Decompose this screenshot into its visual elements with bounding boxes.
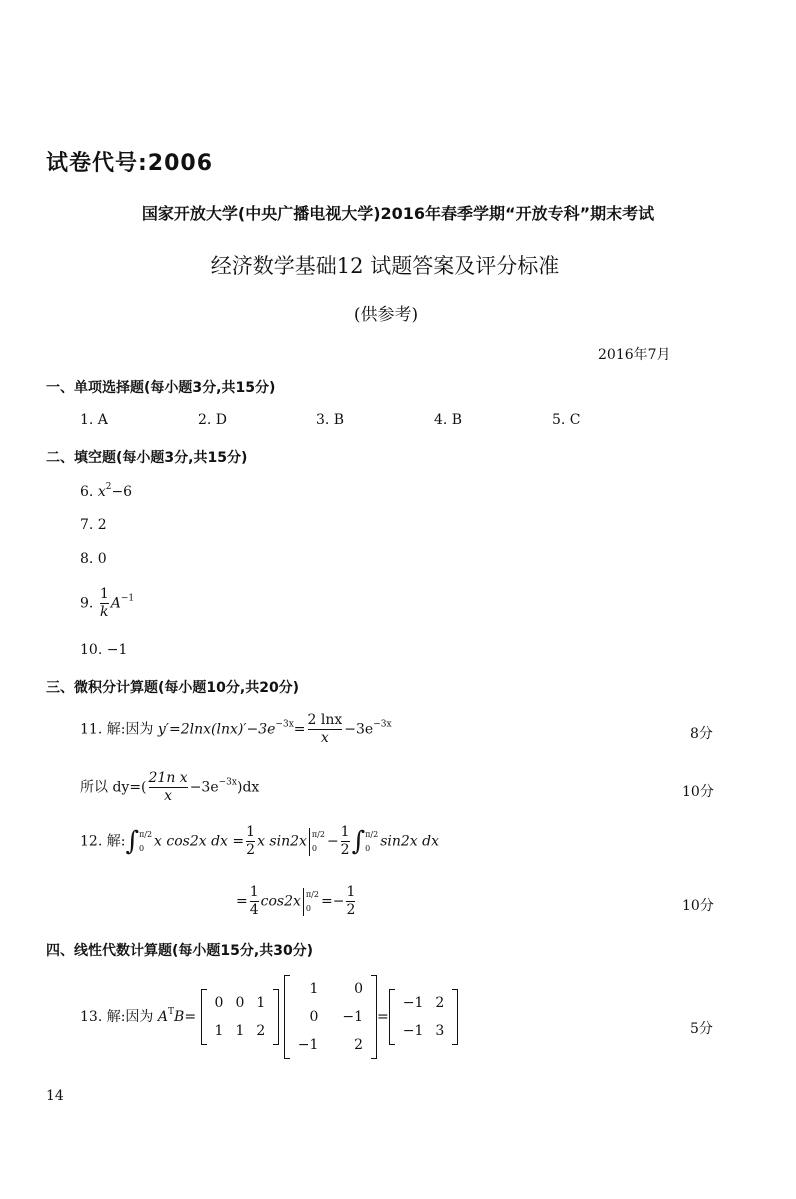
matrix-cell: −1	[402, 995, 424, 1011]
score-mark: 5分	[690, 1021, 713, 1037]
answer-prefix: 11. 解:因为	[80, 721, 154, 738]
q12-line1	[80, 824, 439, 859]
math-text: cos2x	[260, 893, 301, 910]
q11-line1	[80, 712, 392, 747]
numerator: 1	[246, 824, 256, 840]
equals: =	[232, 833, 245, 850]
matrix-result	[389, 989, 459, 1045]
equals: =	[293, 721, 306, 738]
evaluation-bar	[303, 888, 304, 916]
matrix-cell: 0	[214, 995, 224, 1011]
choice-answer: 5. C	[552, 412, 581, 428]
section-heading-fill: 二、填空题(每小题3分,共15分)	[46, 450, 248, 466]
fraction	[308, 712, 343, 747]
q13-line1	[80, 975, 458, 1059]
upper-limit: π/2	[305, 889, 319, 899]
matrix-cell: 1	[235, 1023, 245, 1039]
denominator: k	[100, 604, 109, 620]
page-number: 14	[46, 1088, 64, 1104]
q11-line2	[80, 770, 259, 805]
denominator: 4	[249, 902, 259, 918]
denominator: 2	[340, 842, 350, 858]
matrix-cell: 0	[235, 995, 245, 1011]
answer-number: 9.	[80, 595, 94, 612]
matrix-cell: −1	[297, 1037, 319, 1053]
section-heading-linear-algebra: 四、线性代数计算题(每小题15分,共30分)	[46, 943, 314, 959]
matrix-cell: 2	[256, 1023, 266, 1039]
numerator: 1	[249, 884, 259, 900]
evaluation-limits	[306, 888, 319, 916]
matrix-cell: 1	[309, 981, 319, 997]
score-mark: 8分	[690, 726, 713, 742]
math-text: 所以 dy=(	[80, 779, 147, 796]
matrix-cell: −1	[402, 1023, 424, 1039]
matrix-cell: 1	[214, 1023, 224, 1039]
score-mark: 10分	[682, 898, 714, 914]
integrand: x cos2x dx	[154, 833, 228, 850]
minus: −	[326, 833, 339, 850]
fill-answer-7: 7. 2	[80, 517, 107, 533]
exponent: 2	[105, 482, 112, 492]
reference-note: (供参考)	[353, 305, 419, 325]
q12-line2	[236, 884, 357, 919]
matrix-cell: 0	[354, 981, 364, 997]
superscript: T	[168, 1007, 175, 1017]
equals: =	[236, 893, 248, 910]
integral-sign: ∫	[351, 826, 366, 857]
denominator: 2	[346, 902, 356, 918]
exam-title: 国家开放大学(中央广播电视大学)2016年春季学期“开放专科”期末考试	[141, 204, 655, 223]
exam-date: 2016年7月	[598, 347, 671, 363]
evaluation-bar	[309, 828, 310, 856]
matrix-cell: 2	[354, 1037, 364, 1053]
fraction	[341, 824, 350, 859]
integrand: sin2x dx	[380, 833, 439, 850]
integral-sign: ∫	[125, 826, 139, 857]
lower-limit: 0	[365, 843, 371, 853]
upper-limit: π/2	[365, 829, 379, 839]
matrix-cell: 1	[256, 995, 266, 1011]
fraction	[149, 770, 188, 805]
equals: =	[377, 1009, 389, 1025]
upper-limit: π/2	[311, 829, 325, 839]
fraction	[250, 884, 259, 919]
fill-answer-10: 10. −1	[80, 642, 128, 658]
exponent: −3x	[218, 777, 237, 788]
upper-limit: π/2	[138, 829, 153, 839]
numerator: 2 lnx	[307, 712, 343, 728]
exponent: −3x	[373, 719, 392, 730]
matrix-cell: 0	[309, 1009, 319, 1025]
section-heading-calculus: 三、微积分计算题(每小题10分,共20分)	[46, 680, 300, 696]
math-text: −3e	[189, 779, 219, 796]
matrix-cell: 3	[435, 1023, 445, 1039]
math-text: x sin2x	[257, 833, 307, 850]
numerator: 1	[340, 824, 350, 840]
choice-answer: 2. D	[198, 412, 228, 428]
section-heading-choice: 一、单项选择题(每小题3分,共15分)	[46, 380, 276, 396]
subject-title: 经济数学基础12 试题答案及评分标准	[210, 254, 560, 278]
numerator: 1	[346, 884, 356, 900]
numerator: 21n x	[148, 770, 188, 786]
math-var: A	[157, 1009, 169, 1025]
fraction	[100, 586, 109, 621]
choice-answer: 1. A	[80, 412, 108, 428]
evaluation-limits	[312, 828, 325, 856]
lower-limit: 0	[138, 843, 145, 853]
math-text: −6	[111, 484, 133, 500]
integral-limits	[139, 828, 152, 856]
math-text: −3e	[344, 721, 374, 738]
answer-number: 6.	[80, 484, 94, 500]
denominator: x	[308, 729, 343, 747]
fill-answer-6	[80, 482, 132, 500]
exponent: −3x	[275, 719, 294, 730]
matrix-a	[201, 989, 280, 1045]
answer-prefix: 13. 解:因为	[80, 1009, 154, 1025]
denominator: x	[149, 787, 188, 805]
score-mark: 10分	[682, 784, 714, 800]
math-text: )dx	[236, 779, 260, 796]
paper-code: 试卷代号:2006	[46, 151, 214, 176]
answer-prefix: 12. 解:	[80, 833, 126, 850]
numerator: 1	[99, 586, 109, 602]
fraction	[246, 824, 255, 859]
denominator: 2	[246, 842, 256, 858]
matrix-cell: −1	[342, 1009, 364, 1025]
math-text: y′=2lnx(lnx)′−3e	[157, 721, 276, 738]
exponent: −1	[120, 593, 135, 604]
fill-answer-8: 8. 0	[80, 551, 107, 567]
matrix-cell: 2	[435, 995, 445, 1011]
fill-answer-9	[80, 586, 134, 621]
choice-answer: 3. B	[316, 412, 345, 428]
lower-limit: 0	[311, 843, 317, 853]
math-text: =−	[320, 893, 345, 910]
math-var: x	[97, 484, 106, 500]
matrix-b	[284, 975, 377, 1059]
lower-limit: 0	[305, 903, 312, 913]
math-var: A	[110, 595, 121, 612]
math-text: B=	[174, 1009, 197, 1025]
fraction	[346, 884, 355, 919]
choice-answer: 4. B	[434, 412, 463, 428]
integral-limits	[365, 828, 378, 856]
